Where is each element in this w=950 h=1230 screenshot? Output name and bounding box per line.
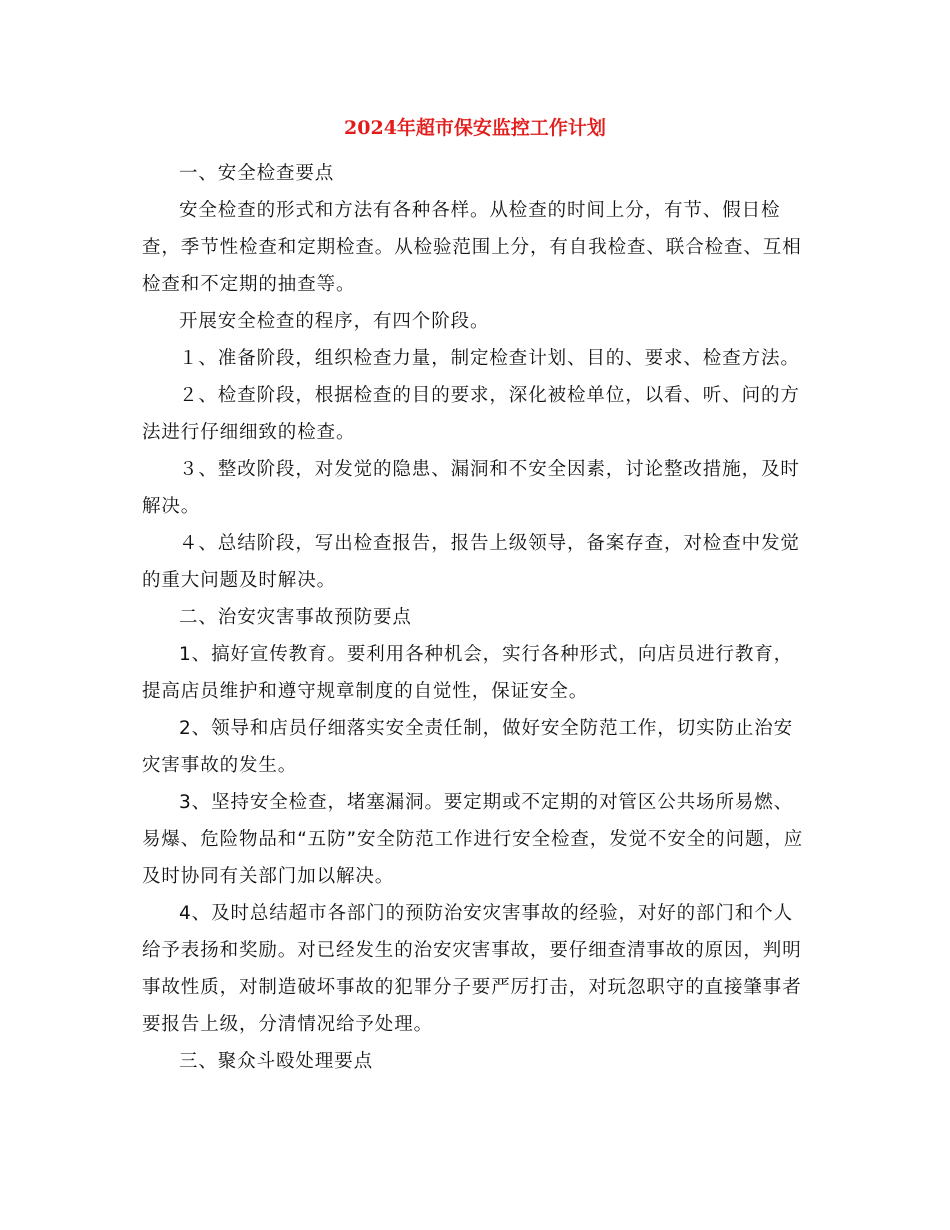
- document-body: [142, 155, 810, 1080]
- list-item: 3、坚持安全检查，堵塞漏洞。要定期或不定期的对管区公共场所易燃、易爆、危险物品和“五防”安全防范工作进行安全检查，发觉不安全的问题，应及时协同有关部门加以解决。: [142, 792, 804, 887]
- list-item: ４、总结阶段，写出检查报告，报告上级领导，备案存查，对检查中发觉的重大问题及时解决。: [142, 533, 800, 591]
- section-heading-2: 二、治安灾害事故预防要点: [179, 607, 412, 628]
- section-heading-1: 一、安全检查要点: [179, 163, 335, 184]
- list-item: 2、领导和店员仔细落实安全责任制，做好安全防范工作，切实防止治安灾害事故的发生。: [142, 718, 794, 776]
- document-title: 2024年超市保安监控工作计划: [344, 117, 606, 139]
- paragraph: 安全检查的形式和方法有各种各样。从检查的时间上分，有节、假日检查，季节性检查和定期检查。从检验范围上分，有自我检查、联合检查、互相检查和不定期的抽查等。: [142, 200, 802, 295]
- list-item: ３、整改阶段，对发觉的隐患、漏洞和不安全因素，讨论整改措施，及时解决。: [142, 459, 800, 517]
- paragraph: 开展安全检查的程序，有四个阶段。: [179, 311, 490, 332]
- list-item: ２、检查阶段，根据检查的目的要求，深化被检单位，以看、听、问的方法进行仔细细致的检查。: [142, 385, 800, 443]
- list-item: 1、搞好宣传教育。要利用各种机会，实行各种形式，向店员进行教育，提高店员维护和遵守规章制度的自觉性，保证安全。: [142, 644, 794, 702]
- section-heading-3: 三、聚众斗殴处理要点: [179, 1051, 374, 1072]
- list-item: 4、及时总结超市各部门的预防治安灾害事故的经验，对好的部门和个人给予表扬和奖励。对已经发生的治安灾害事故，要仔细查清事故的原因，判明事故性质，对制造破坏事故的犯罪分子要严厉打击，对玩忽职守的直接肇事者要报告上级，分清情况给予处理。: [142, 903, 802, 1035]
- list-item: １、准备阶段，组织检查力量，制定检查计划、目的、要求、检查方法。: [179, 348, 800, 369]
